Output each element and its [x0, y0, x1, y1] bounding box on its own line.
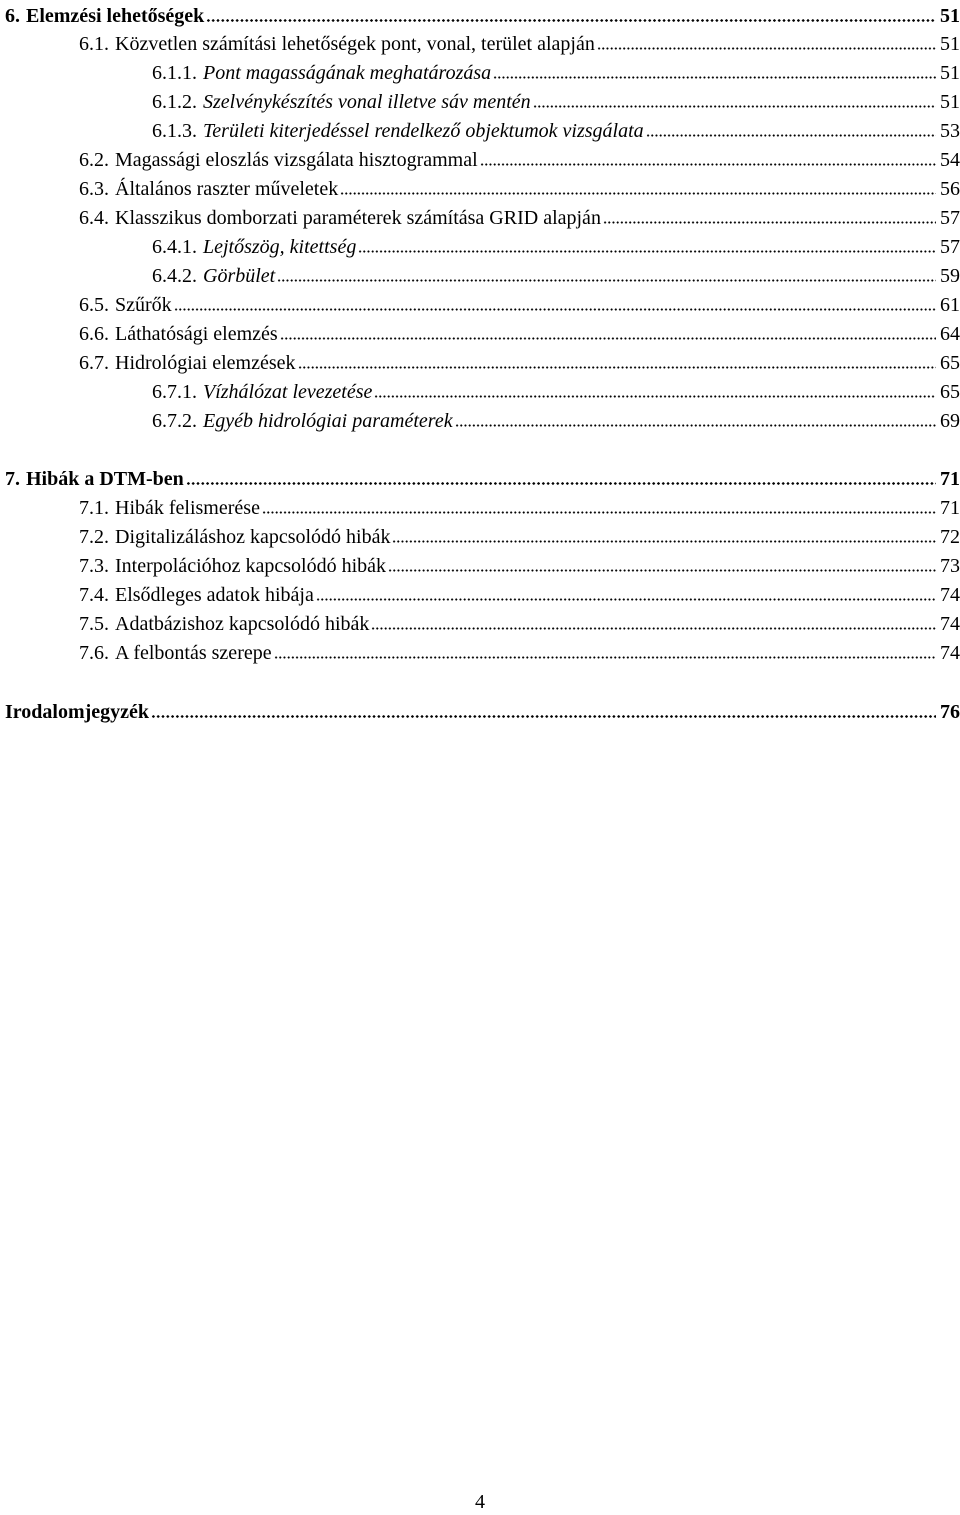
toc-entry-page: 65 [940, 352, 960, 374]
toc-entry-title: Lejtőszög, kitettség [203, 236, 357, 258]
toc-entry-title: Területi kiterjedéssel rendelkező objektumok vizsgálata [203, 120, 644, 142]
toc-entry-page: 51 [940, 62, 960, 84]
toc-entry-section [79, 637, 960, 665]
toc-entry-page: 69 [940, 410, 960, 432]
dot-leader [262, 511, 936, 514]
toc-entry-number: 7.1. [79, 497, 109, 519]
toc-entry-page: 57 [940, 207, 960, 229]
dot-leader [455, 424, 936, 427]
toc-entry-section [79, 28, 960, 56]
dot-leader [280, 337, 936, 340]
toc-entry-number: 6.6. [79, 323, 109, 345]
toc-entry-title: Klasszikus domborzati paraméterek számítása GRID alapján [115, 207, 601, 229]
dot-leader [374, 395, 936, 398]
toc-entry-title: A felbontás szerepe [115, 642, 272, 664]
toc-entry-section [79, 492, 960, 520]
dot-leader [298, 366, 937, 369]
toc-entry-page: 51 [940, 33, 960, 55]
toc-entry-section [79, 202, 960, 230]
toc-entry-section [79, 144, 960, 172]
toc-entry-subsection [152, 231, 960, 259]
dot-leader [533, 105, 936, 108]
toc-entry-number: 6.7.2. [152, 410, 197, 432]
toc-entry-number: 7.5. [79, 613, 109, 635]
dot-leader [206, 19, 936, 22]
toc-entry-title: Vízhálózat levezetése [203, 381, 373, 403]
toc-entry-page: 76 [940, 701, 960, 723]
toc-entry-title: Szűrők [115, 294, 172, 316]
dot-leader [340, 192, 936, 195]
toc-entry-page: 59 [940, 265, 960, 287]
toc-entry-page: 74 [940, 613, 960, 635]
toc-entry-page: 51 [940, 91, 960, 113]
toc-entry-section [79, 173, 960, 201]
dot-leader [316, 598, 936, 601]
dot-leader [174, 308, 936, 311]
dot-leader [392, 540, 936, 543]
toc-entry-title: Magassági eloszlás vizsgálata hisztogrammal [115, 149, 478, 171]
toc-entry-page: 51 [940, 5, 960, 27]
toc-entry-number: 6.3. [79, 178, 109, 200]
toc-entry-subsection [152, 86, 960, 114]
toc-entry-bibliography [5, 696, 960, 724]
toc-entry-subsection [152, 57, 960, 85]
toc-entry-number: 6.4.1. [152, 236, 197, 258]
toc-entry-number: 6. [5, 5, 20, 27]
toc-entry-page: 56 [940, 178, 960, 200]
toc-entry-page: 71 [940, 497, 960, 519]
toc-entry-chapter [5, 463, 960, 491]
dot-leader [646, 134, 936, 137]
toc-entry-number: 6.7.1. [152, 381, 197, 403]
dot-leader [603, 221, 936, 224]
toc-entry-section [79, 608, 960, 636]
toc-entry-subsection [152, 115, 960, 143]
toc-entry-title: Adatbázishoz kapcsolódó hibák [115, 613, 370, 635]
toc-entry-title: Szelvénykészítés vonal illetve sáv mentén [203, 91, 531, 113]
toc-entry-number: 6.1. [79, 33, 109, 55]
toc-entry-title: Görbület [203, 265, 276, 287]
toc-entry-title: Irodalomjegyzék [5, 701, 150, 723]
toc-entry-section [79, 550, 960, 578]
toc-entry-page: 54 [940, 149, 960, 171]
toc-entry-page: 57 [940, 236, 960, 258]
toc-entry-number: 6.1.1. [152, 62, 197, 84]
toc-entry-page: 73 [940, 555, 960, 577]
dot-leader [371, 627, 936, 630]
toc-entry-page: 74 [940, 584, 960, 606]
toc-entry-page: 74 [940, 642, 960, 664]
toc-entry-title: Egyéb hidrológiai paraméterek [203, 410, 453, 432]
toc-entry-title: Elsődleges adatok hibája [115, 584, 314, 606]
toc-entry-section [79, 318, 960, 346]
toc-entry-number: 7. [5, 468, 20, 490]
dot-leader [274, 656, 936, 659]
toc-entry-subsection [152, 376, 960, 404]
toc-entry-chapter [5, 0, 960, 28]
toc-entry-number: 6.4.2. [152, 265, 197, 287]
toc-entry-page: 64 [940, 323, 960, 345]
page-number: 4 [475, 1491, 485, 1513]
toc-entry-subsection [152, 260, 960, 288]
toc-entry-number: 7.6. [79, 642, 109, 664]
toc-entry-title: Elemzési lehetőségek [26, 5, 205, 27]
dot-leader [597, 47, 936, 50]
toc-entry-page: 65 [940, 381, 960, 403]
toc-entry-number: 7.4. [79, 584, 109, 606]
dot-leader [493, 76, 936, 79]
toc-entry-number: 6.4. [79, 207, 109, 229]
toc-entry-page: 71 [940, 468, 960, 490]
dot-leader [186, 482, 936, 485]
toc-entry-number: 6.1.2. [152, 91, 197, 113]
toc-entry-number: 6.5. [79, 294, 109, 316]
toc-entry-section [79, 347, 960, 375]
toc-entry-subsection [152, 405, 960, 433]
dot-leader [388, 569, 936, 572]
toc-entry-title: Digitalizáláshoz kapcsolódó hibák [115, 526, 391, 548]
dot-leader [277, 279, 936, 282]
toc-entry-page: 72 [940, 526, 960, 548]
toc-entry-title: Hidrológiai elemzések [115, 352, 296, 374]
toc-entry-title: Hibák felismerése [115, 497, 260, 519]
toc-entry-title: Interpolációhoz kapcsolódó hibák [115, 555, 387, 577]
toc-entry-number: 6.2. [79, 149, 109, 171]
toc-entry-section [79, 289, 960, 317]
toc-entry-section [79, 579, 960, 607]
toc-entry-title: Pont magasságának meghatározása [203, 62, 492, 84]
toc-entry-page: 53 [940, 120, 960, 142]
toc-entry-title: Hibák a DTM-ben [26, 468, 184, 490]
toc-entry-number: 7.2. [79, 526, 109, 548]
toc-entry-page: 61 [940, 294, 960, 316]
toc-entry-title: Általános raszter műveletek [115, 178, 339, 200]
dot-leader [480, 163, 936, 166]
toc-entry-section [79, 521, 960, 549]
dot-leader [358, 250, 936, 253]
toc-entry-title: Láthatósági elemzés [115, 323, 278, 345]
toc-entry-number: 7.3. [79, 555, 109, 577]
dot-leader [151, 715, 936, 718]
toc-entry-number: 6.1.3. [152, 120, 197, 142]
toc-entry-number: 6.7. [79, 352, 109, 374]
toc-entry-title: Közvetlen számítási lehetőségek pont, vonal, terület alapján [115, 33, 595, 55]
